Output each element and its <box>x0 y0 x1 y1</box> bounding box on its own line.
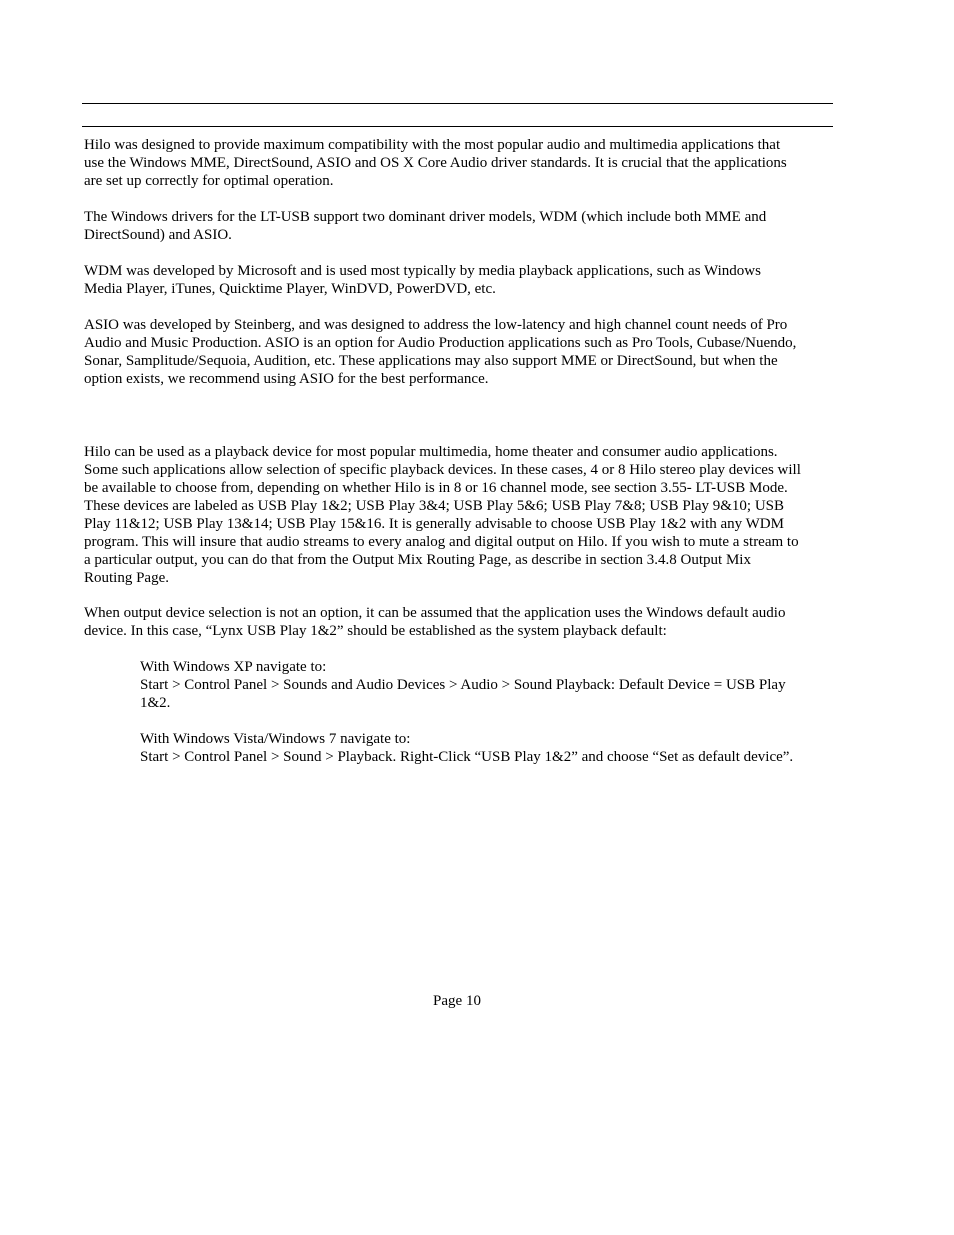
text-line: be available to choose from, depending on whether Hilo is in 8 or 16 channel mode, see section 3.55- LT-USB Mode. <box>84 480 788 496</box>
paragraph-wdm <box>84 262 834 298</box>
text-line: Hilo was designed to provide maximum compatibility with the most popular audio and multimedia applications that <box>84 137 781 153</box>
text-line: Audio and Music Production. ASIO is an option for Audio Production applications such as Pro Tools, Cubase/Nuendo, <box>84 335 797 351</box>
instructions-windows-vista-7 <box>140 730 840 766</box>
page-number: Page 10 <box>433 993 481 1009</box>
paragraph-compatibility <box>84 136 834 190</box>
text-line: Start > Control Panel > Sounds and Audio Devices > Audio > Sound Playback: Default Device = USB Play <box>140 677 786 693</box>
text-line: 1&2. <box>140 695 171 711</box>
text-line: Some such applications allow selection of specific playback devices. In these cases, 4 or 8 Hilo stereo play devices will <box>84 462 801 478</box>
text-line: program. This will insure that audio streams to every analog and digital output on Hilo. If you wish to mute a stream to <box>84 534 799 550</box>
header-rule-bottom <box>82 126 833 127</box>
paragraph-asio <box>84 316 834 388</box>
text-line: With Windows XP navigate to: <box>140 659 327 675</box>
text-line: ASIO was developed by Steinberg, and was designed to address the low-latency and high channel count needs of Pro <box>84 317 788 333</box>
text-line: device. In this case, “Lynx USB Play 1&2” should be established as the system playback default: <box>84 623 667 639</box>
text-line: Routing Page. <box>84 570 169 586</box>
text-line: Hilo can be used as a playback device for most popular multimedia, home theater and consumer audio applications. <box>84 444 778 460</box>
paragraph-default-device <box>84 604 834 640</box>
text-line: a particular output, you can do that from the Output Mix Routing Page, as describe in section 3.4.8 Output Mix <box>84 552 751 568</box>
text-line: When output device selection is not an option, it can be assumed that the application uses the Windows default audio <box>84 605 786 621</box>
header-rule-top <box>82 103 833 104</box>
paragraph-playback-devices <box>84 443 834 587</box>
text-line: With Windows Vista/Windows 7 navigate to: <box>140 731 411 747</box>
text-line: The Windows drivers for the LT-USB support two dominant driver models, WDM (which include both MME and <box>84 209 767 225</box>
text-line: Start > Control Panel > Sound > Playback. Right-Click “USB Play 1&2” and choose “Set as default device”. <box>140 749 794 765</box>
text-line: Sonar, Samplitude/Sequoia, Audition, etc. These applications may also support MME or DirectSound, but when the <box>84 353 778 369</box>
text-line: option exists, we recommend using ASIO for the best performance. <box>84 371 489 387</box>
instructions-windows-xp <box>140 658 840 712</box>
text-line: These devices are labeled as USB Play 1&2; USB Play 3&4; USB Play 5&6; USB Play 7&8; USB Play 9&10; USB <box>84 498 784 514</box>
text-line: use the Windows MME, DirectSound, ASIO and OS X Core Audio driver standards. It is crucial that the applications <box>84 155 787 171</box>
text-line: WDM was developed by Microsoft and is used most typically by media playback applications, such as Windows <box>84 263 761 279</box>
text-line: Media Player, iTunes, Quicktime Player, WinDVD, PowerDVD, etc. <box>84 281 496 297</box>
text-line: DirectSound) and ASIO. <box>84 227 232 243</box>
text-line: Play 11&12; USB Play 13&14; USB Play 15&16. It is generally advisable to choose USB Play 1&2 with any WDM <box>84 516 784 532</box>
text-line: are set up correctly for optimal operation. <box>84 173 334 189</box>
paragraph-driver-models <box>84 208 834 244</box>
